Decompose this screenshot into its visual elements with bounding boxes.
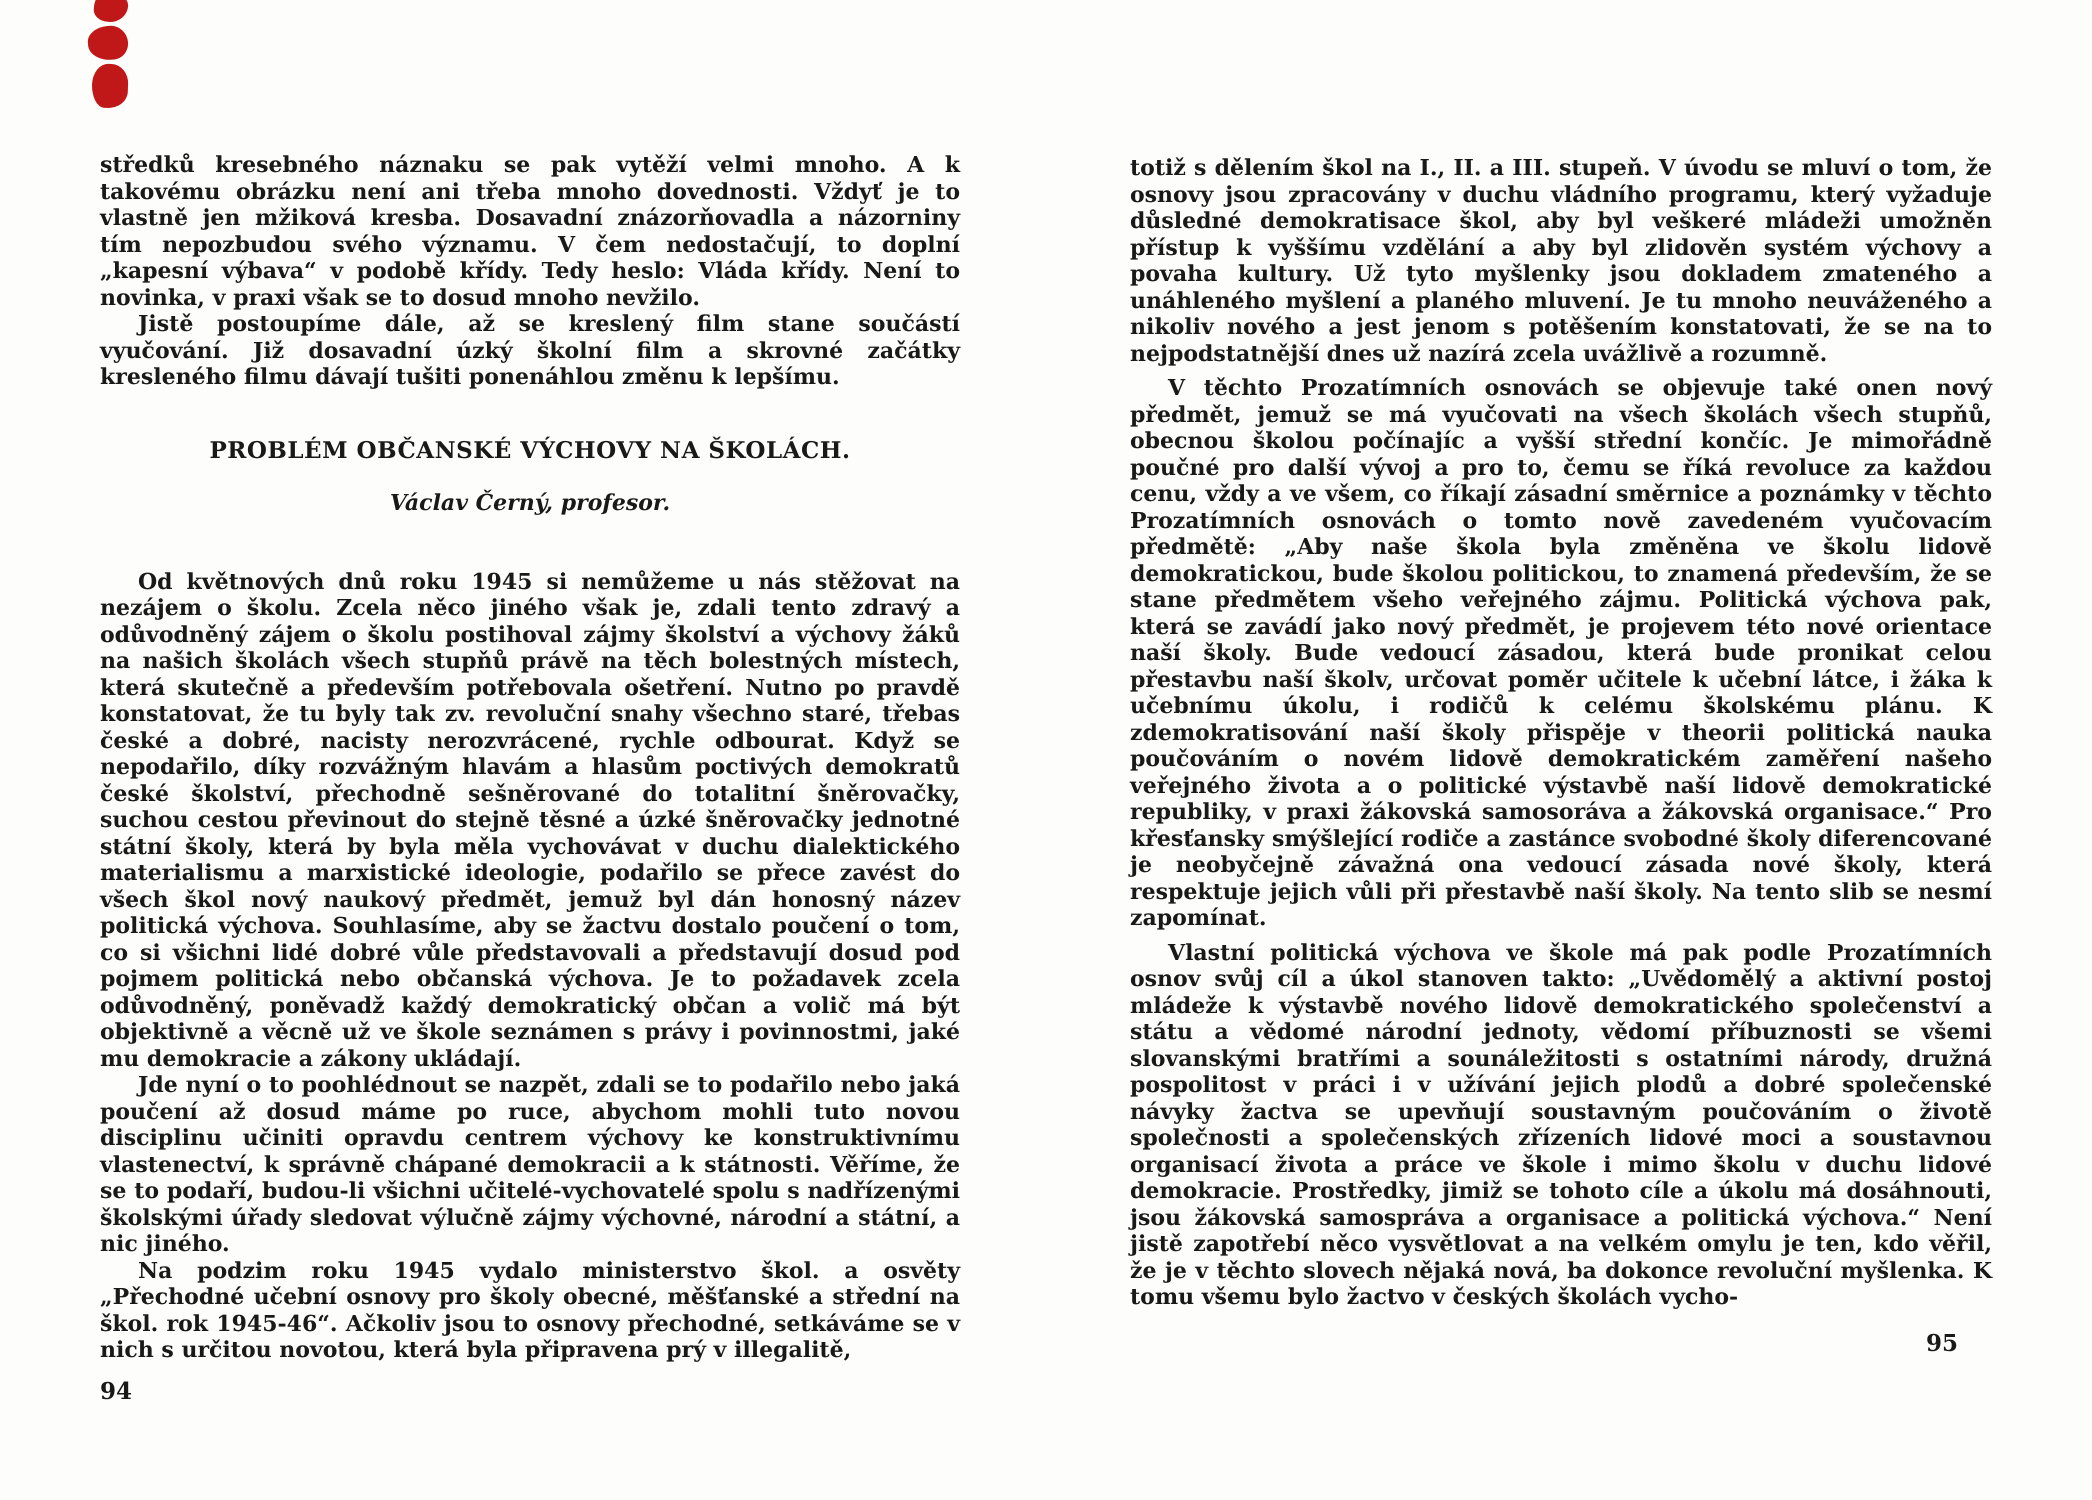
page-right	[1130, 155, 1992, 1311]
red-ink-blot	[93, 0, 129, 23]
page-left	[100, 152, 960, 1364]
paragraph-film: Jistě postoupíme dále, až se kreslený film stane součástí vyučování. Již dosavadní úzký školní film a skrovné začátky kresleného filmu dávají tušiti ponenáhlou změnu k lepšímu.	[100, 311, 960, 390]
paragraph-autumn: Na podzim roku 1945 vydalo ministerstvo škol. a osvěty „Přechodné učební osnovy pro školy obecné, měšťanské a střední na škol. rok 1945-46“. Ačkoliv jsou to osnovy přechodné, setkáváme se v nich s určitou novotou, která byla připravena prý v illegalitě,	[100, 1257, 960, 1363]
red-ink-marks	[84, 0, 144, 122]
red-ink-blot	[91, 63, 129, 108]
page-number-left: 94	[100, 1378, 133, 1405]
red-ink-blot	[87, 24, 130, 61]
paragraph-retrospect: Jde nyní o to poohlédnout se nazpět, zdali se to podařilo nebo jaká poučení až dosud máme po ruce, abychom mohli tuto novou disciplinu učiniti opravdu centrem výchovy ke konstruktivnímu vlastenectví, k správně chápané demokracii a k státnosti. Věříme, že se to podaří, budou-li všichni učitelé-vychovatelé spolu s nadřízenými školskými úřady sledovat výlučně zájmy výchovné, národní a státní, a nic jiného.	[100, 1072, 960, 1257]
article-byline: Václav Černý, profesor.	[389, 489, 671, 516]
article-title: PROBLÉM OBČANSKÉ VÝCHOVY NA ŠKOLÁCH.	[209, 436, 851, 464]
paragraph-continuation: středků kresebného náznaku se pak vytěží velmi mnoho. A k takovému obrázku není ani třeba mnoho dovednosti. Vždyť je to vlastně jen mžiková kresba. Dosavadní znázorňovadla a názorniny tím nepozbudou svého významu. V čem nedostačují, to doplní „kapesní výbava“ v podobě křídy. Tedy heslo: Vláda křídy. Není to novinka, v praxi však se to dosud mnoho nevžilo.	[100, 152, 960, 311]
paragraph-vlastni: Vlastní politická výchova ve škole má pak podle Prozatímních osnov svůj cíl a úkol stanoven takto: „Uvědomělý a aktivní postoj mládeže k výstavbě nového lidově demokratického společenství a státu a vědomé národní jednoty, vědomí příbuznosti se všemi slovanskými bratřími a sounáležitosti s ostatními národy, družná pospolitost v práci i v užívání jejich plodů a dobré společenské návyky žactva se upevňují soustavným poučováním o životě společnosti a společenských zřízeních lidové moci a soustavnou organisací života a práce ve škole i mimo školu v duchu lidové demokracie. Prostředky, jimiž se tohoto cíle a úkolu má dosáhnouti, jsou žákovská samospráva a organisace a politická výchova.“ Není jistě zapotřebí něco vysvětlovat a na velkém omylu je ten, kdo věřil, že je v těchto slovech nějaká nová, ba dokonce revoluční myšlenka. K tomu všemu bylo žactvo v českých školách vycho-	[1130, 939, 1992, 1310]
paragraph-interest: Od květnových dnů roku 1945 si nemůžeme u nás stěžovat na nezájem o školu. Zcela něco jiného však je, zdali tento zdravý a odůvodněný zájem o školu postihoval zájmy školství a výchovy žáků na našich školách všech stupňů právě na těch bolestných místech, která skutečně a především potřebovala ošetření. Nutno po pravdě konstatovat, že tu byly tak zv. revoluční snahy všechno staré, třebas české a dobré, nacisty nerozvrácené, rychle odbourat. Když se nepodařilo, díky rozvážným hlavám a hlasům poctivých demokratů české školství, přechodně sešněrované do totalitní šněrovačky, suchou cestou převinout do stejně těsné a úzké šněrovačky jednotné státní školy, která by byla měla vychovávat v duchu dialektického materialismu a marxistické ideologie, podařilo se přece zavést do všech škol nový naukový předmět, jemuž byl dán honosný název politická výchova. Souhlasíme, aby se žactvu dostalo poučení o tom, co si všichni lidé dobré vůle představovali a představují dosud pod pojmem politická nebo občanská výchova. Je to požadavek zcela odůvodněný, poněvadž každý demokratický občan a volič má být objektivně a věcně už ve škole seznámen s právy i povinnostmi, jaké mu demokracie a zákony ukládají.	[100, 568, 960, 1072]
page-number-right: 95	[1926, 1330, 1959, 1357]
paragraph-osnovy: V těchto Prozatímních osnovách se objevuje také onen nový předmět, jemuž se má vyučovati na všech školách všech stupňů, obecnou školou počínajíc a vyšší střední končíc. Je mimořádně poučné pro další vývoj a pro to, čemu se říká revoluce za každou cenu, vždy a ve všem, co říkají zásadní směrnice a poznámky v těchto Prozatímních osnovách o tomto nově zavedeném vyučovacím předmětě: „Aby naše škola byla změněna ve školu lidově demokratickou, bude školou politickou, to znamená především, že se stane předmětem všeho veřejného zájmu. Politická výchova pak, která se zavádí jako nový předmět, je projevem této nové orientace naší školy. Bude vedoucí zásadou, která bude pronikat celou přestavbu naší školv, určovat poměr učitele k učební látce, i žáka k učebnímu úkolu, i rodičů k celému školskému plánu. K zdemokratisování naší školy přispěje v theorii politická nauka poučováním o novém lidově demokratickém zaměření našeho veřejného života a o politické výstavbě naší lidově demokratické republiky, v praxi žákovská samosoráva a žákovská organisace.“ Pro křesťansky smýšlející rodiče a zastánce svobodné školy diferencované je neobyčejně závažná ona vedoucí zásada nové školy, která respektuje jejich vůli při přestavbě naší školy. Na tento slib se nesmí zapomínat.	[1130, 375, 1992, 931]
paragraph-continuation: totiž s dělením škol na I., II. a III. stupeň. V úvodu se mluví o tom, že osnovy jsou zpracovány v duchu vládního programu, který vyžaduje důsledné demokratisace škol, aby byl veškeré mládeži umožněn přístup k vyššímu vzdělání a aby byl zlidověn systém výchovy a povaha kultury. Už tyto myšlenky jsou dokladem zmateného a unáhleného myšlení a planého mluvení. Je tu mnoho neuváženého a nikoliv nového a jest jenom s potěšením konstatovati, že se na to nejpodstatnější dnes už nazírá zcela uvážlivě a rozumně.	[1130, 155, 1992, 367]
